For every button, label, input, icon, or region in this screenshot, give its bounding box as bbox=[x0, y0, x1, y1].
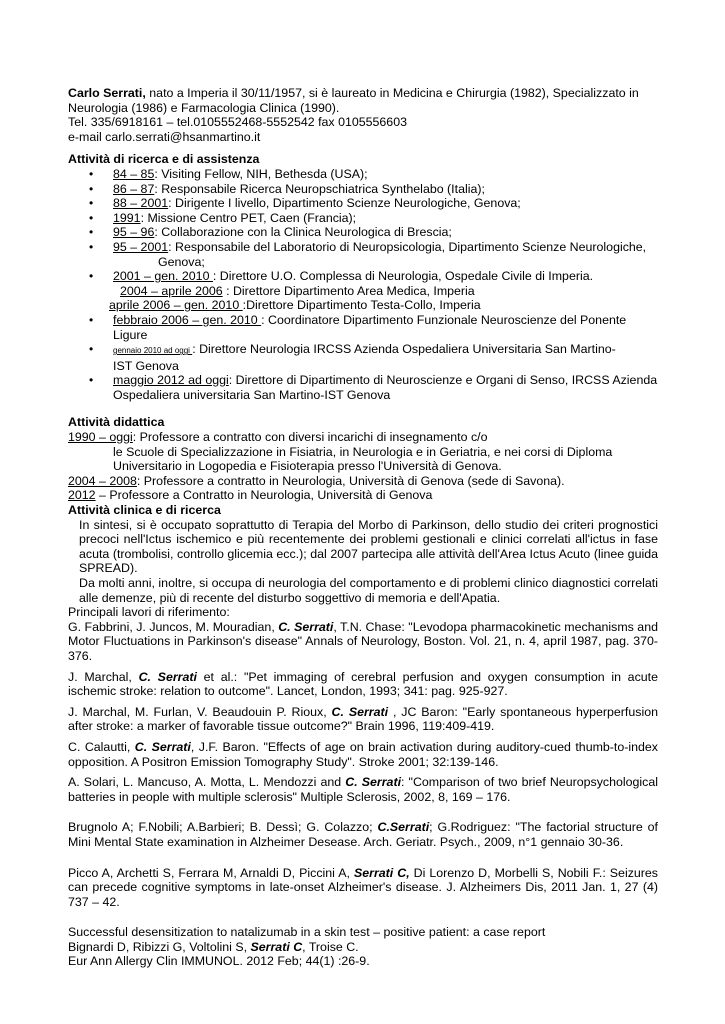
section-heading-teaching: Attività didattica bbox=[68, 415, 165, 430]
clinical-paragraph: Da molti anni, inoltre, si occupa di neurologia del comportamento e di problemi clinico diagnostici correlati alle demenze, più di recente del disturbo soggettivo di memoria e dell'Apatia. bbox=[79, 576, 658, 605]
list-item: • 86 – 87: Responsabile Ricerca Neuropschiatrica Synthelabo (Italia); bbox=[68, 182, 658, 197]
publication: C. Calautti, C. Serrati, J.F. Baron. "Effects of age on brain activation during auditory-cued thumb-to-index opposition. A Positron Emission Tomography Study". Stroke 2001; 32:139-146. bbox=[68, 739, 659, 769]
publication: J. Marchal, C. Serrati et al.: "Pet immaging of cerebral perfusion and oxygen consumption in acute ischemic stroke: relation to outcome". Lancet, London, 1993; 341: pag. 925-927. bbox=[68, 669, 658, 699]
teaching-item: 2012 – Professore a Contratto in Neurologia, Università di Genova bbox=[68, 488, 433, 503]
list-item: • 95 – 2001: Responsabile del Laboratorio di Neuropsicologia, Dipartimento Scienze Neurologiche, Genova; bbox=[68, 240, 658, 269]
clinical-paragraph: In sintesi, si è occupato soprattutto di Terapia del Morbo di Parkinson, dello studio dei criteri prognostici precoci nell'Ictus ischemico e più recentemente dei problemi gestionali e clinici correlati all'ictus in fase acuta (trombolisi, controllo glicemia ecc.); dal 2007 partecipa alle attività dell'Area Ictus Acuto (linee guida SPREAD). bbox=[79, 517, 658, 576]
teaching-item: 2004 – 2008: Professore a contratto in Neurologia, Università di Genova (sede di Savona). bbox=[68, 473, 565, 488]
list-item: • 2001 – gen. 2010 : Direttore U.O. Complessa di Neurologia, Ospedale Civile di Imperia. 2004 – aprile 2006 : Direttore Dipartimento Area Medica, Imperia aprile 2006 – gen. 2010 :Direttore Dipartimento Testa-Collo, Imperia bbox=[68, 269, 658, 313]
person-name: Carlo Serrati, bbox=[68, 86, 146, 100]
list-item: • 88 – 2001: Dirigente I livello, Dipartimento Scienze Neurologiche, Genova; bbox=[68, 196, 658, 211]
last-publication-journal: Eur Ann Allergy Clin IMMUNOL. 2012 Feb; 44(1) :26-9. bbox=[68, 954, 370, 969]
list-item: • febbraio 2006 – gen. 2010 : Coordinatore Dipartimento Funzionale Neuroscienze del Ponente Ligure bbox=[68, 313, 658, 342]
section-heading-research: Attività di ricerca e di assistenza bbox=[68, 152, 260, 167]
list-item: • 84 – 85: Visiting Fellow, NIH, Bethesda (USA); bbox=[68, 167, 658, 182]
cv-document bbox=[68, 86, 658, 969]
publication: J. Marchal, M. Furlan, V. Beaudouin P. Rioux, C. Serrati , JC Baron: "Early spontaneous hyperperfusion after stroke: a marker of favorable tissue outcome?" Brain 1996, 119:409-419. bbox=[68, 704, 658, 734]
publication: Brugnolo A; F.Nobili; A.Barbieri; B. Dessì; G. Colazzo; C.Serrati; G.Rodriguez: "The factorial structure of Mini Mental State examination in Alzheimer Desease. Arch. Geriatr. Psych., 2009, n°1 gennaio 30-36. bbox=[68, 820, 658, 849]
works-label: Principali lavori di riferimento: bbox=[68, 605, 230, 620]
teaching-item: 1990 – oggi: Professore a contratto con diversi incarichi di insegnamento c/o bbox=[68, 430, 488, 445]
list-item: • 95 – 96: Collaborazione con la Clinica Neurologica di Brescia; bbox=[68, 225, 658, 240]
list-item: • maggio 2012 ad oggi: Direttore di Dipartimento di Neuroscienze e Organi di Senso, IRCSS Azienda Ospedaliera universitaria San Martino-IST Genova bbox=[68, 373, 658, 402]
research-list bbox=[68, 167, 658, 403]
last-publication-title: Successful desensitization to natalizumab in a skin test – positive patient: a case report bbox=[68, 925, 546, 940]
teaching-item-cont: le Scuole di Specializzazione in Fisiatria, in Neurologia e in Geriatria, e nei corsi di Diploma Universitario in Logopedia e Fisioterapia presso l'Università di Genova. bbox=[113, 444, 613, 474]
header-bio bbox=[68, 86, 658, 115]
list-item: • gennaio 2010 ad oggi : Direttore Neurologia IRCSS Azienda Ospedaliera Universitaria San Martino- IST Genova bbox=[68, 342, 658, 373]
section-heading-clinical: Attività clinica e di ricerca bbox=[68, 503, 221, 518]
bio-text: nato a Imperia il 30/11/1957, si è laureato in Medicina e Chirurgia (1982), Specializzato in Neurologia (1986) e Farmacologia Clinica (1990). bbox=[68, 86, 639, 115]
publication: A. Solari, L. Mancuso, A. Motta, L. Mendozzi and C. Serrati: "Comparison of two brief Neuropsychological batteries in people with multiple sclerosis" Multiple Sclerosis, 2002, 8, 169 – 176. bbox=[68, 775, 658, 804]
last-publication-authors: Bignardi D, Ribizzi G, Voltolini S, Serrati C, Troise C. bbox=[68, 939, 359, 954]
publication: G. Fabbrini, J. Juncos, M. Mouradian, C. Serrati, T.N. Chase: "Levodopa pharmacokinetic mechanisms and Motor Fluctuations in Parkinson's disease" Annals of Neurology, Boston. Vol. 21, n. 4, april 1987, pag. 370-376. bbox=[68, 619, 658, 663]
phone-line: Tel. 335/6918161 – tel.0105552468-5552542 fax 0105556603 bbox=[68, 115, 407, 130]
email-line: e-mail carlo.serrati@hsanmartino.it bbox=[68, 129, 261, 144]
publication: Picco A, Archetti S, Ferrara M, Arnaldi D, Piccini A, Serrati C, Di Lorenzo D, Morbelli S, Nobili F.: Seizures can precede cognitive symptoms in late-onset Alzheimer's disease. J. Alzheimers Dis, 2011 Jan. 1, 27 (4) 737 – 42. bbox=[68, 865, 658, 909]
list-item: • 1991: Missione Centro PET, Caen (Francia); bbox=[68, 211, 658, 226]
